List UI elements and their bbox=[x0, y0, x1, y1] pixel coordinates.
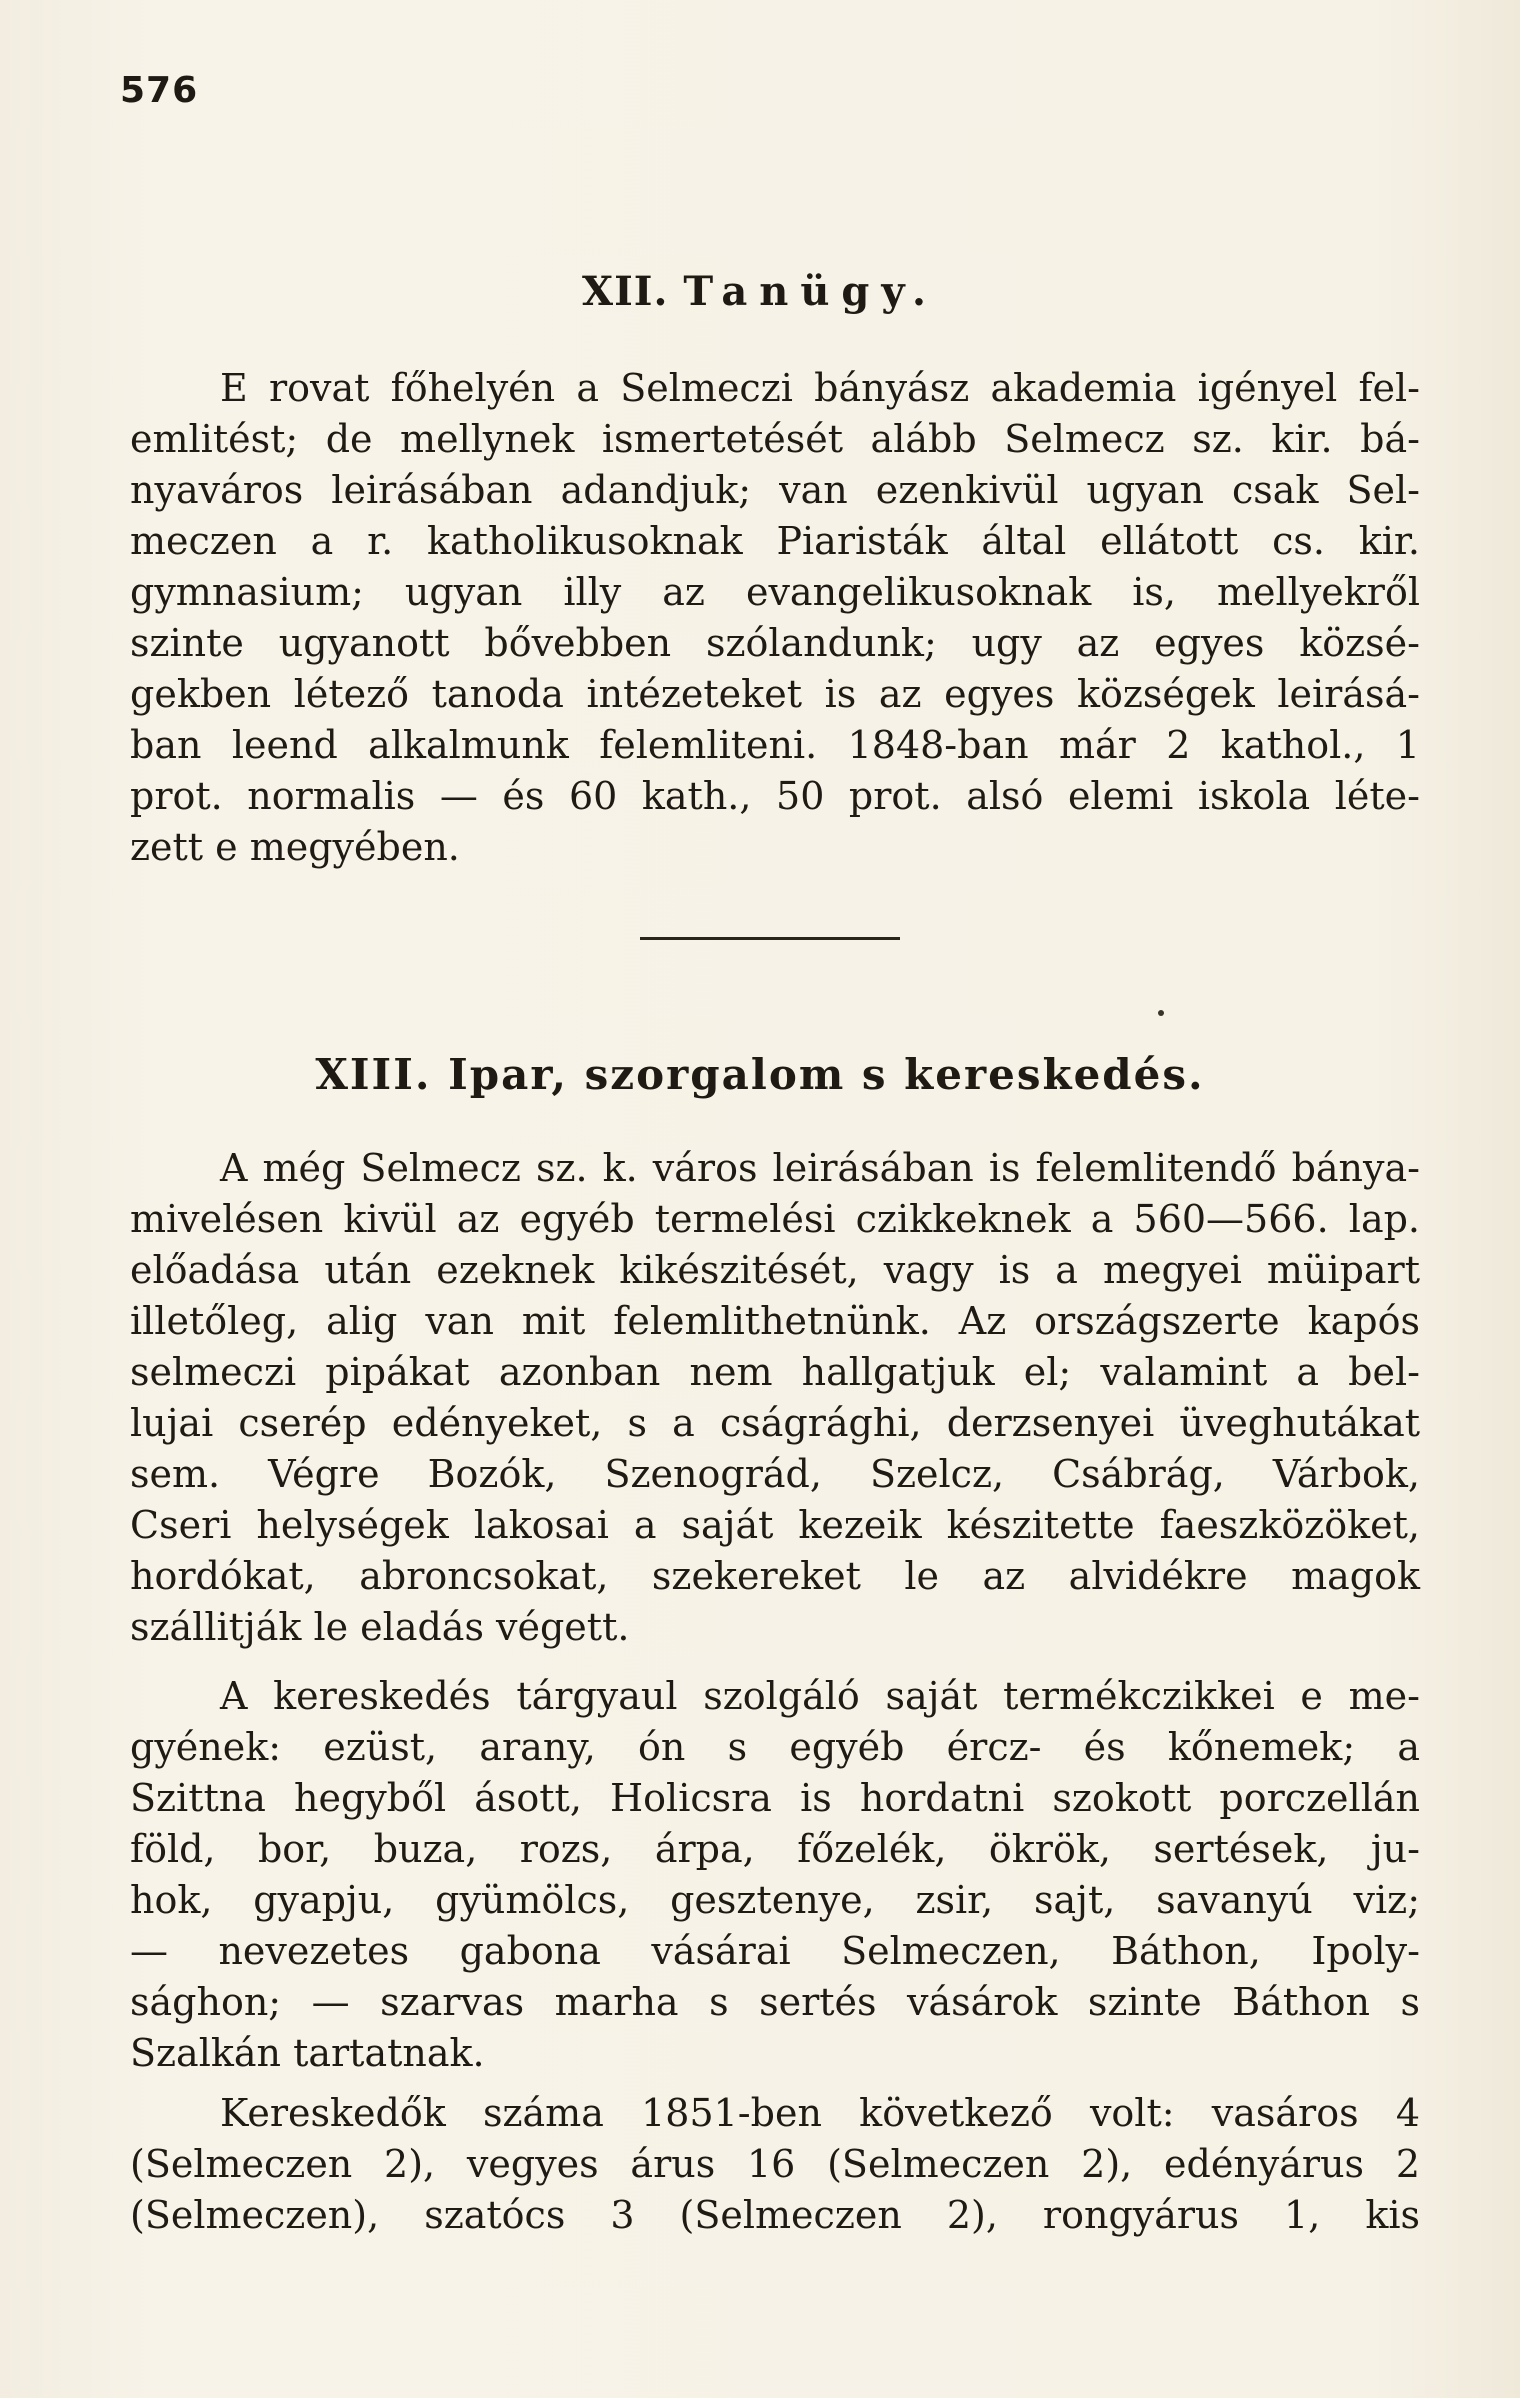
text-line: A még Selmecz sz. k. város leirásában is felemlitendő bánya- bbox=[220, 1146, 1420, 1190]
text-line: Szalkán tartatnak. bbox=[130, 2031, 485, 2075]
text-line: — nevezetes gabona vásárai Selmeczen, Báthon, Ipoly- bbox=[130, 1929, 1420, 1973]
text-line: hordókat, abroncsokat, szekereket le az alvidékre magok bbox=[130, 1554, 1420, 1598]
text-line: E rovat főhelyén a Selmeczi bányász akademia igényel fel- bbox=[220, 366, 1420, 410]
text-line: előadása után ezeknek kikészitését, vagy is a megyei müipart bbox=[130, 1248, 1420, 1292]
text-line: szállitják le eladás végett. bbox=[130, 1605, 630, 1649]
page-number: 576 bbox=[120, 70, 199, 111]
section-xiii-heading: XIII. Ipar, szorgalom s kereskedés. bbox=[315, 1050, 1205, 1099]
text-line: gymnasium; ugyan illy az evangelikusoknak is, mellyekről bbox=[130, 570, 1420, 614]
text-line: meczen a r. katholikusoknak Piaristák által ellátott cs. kir. bbox=[130, 519, 1420, 563]
text-line: mivelésen kivül az egyéb termelési czikkeknek a 560—566. lap. bbox=[130, 1197, 1420, 1241]
section-xii-heading bbox=[0, 268, 1520, 315]
text-line: ban leend alkalmunk felemliteni. 1848-ban már 2 kathol., 1 bbox=[130, 723, 1420, 767]
text-line: hok, gyapju, gyümölcs, gesztenye, zsir, sajt, savanyú viz; bbox=[130, 1878, 1420, 1922]
section-xii-number: XII. bbox=[582, 268, 669, 315]
ink-speck bbox=[1158, 1010, 1164, 1016]
text-line: selmeczi pipákat azonban nem hallgatjuk el; valamint a bel- bbox=[130, 1350, 1420, 1394]
text-line: zett e megyében. bbox=[130, 825, 460, 869]
text-line: lujai cserép edényeket, s a cságrághi, derzsenyei üveghutákat bbox=[130, 1401, 1420, 1445]
text-line: Kereskedők száma 1851-ben következő volt: vasáros 4 bbox=[220, 2091, 1420, 2135]
text-line: A kereskedés tárgyaul szolgáló saját termékczikkei e me- bbox=[220, 1674, 1420, 1718]
text-line: prot. normalis — és 60 kath., 50 prot. alsó elemi iskola léte- bbox=[130, 774, 1420, 818]
text-line: szinte ugyanott bővebben szólandunk; ugy az egyes közsé- bbox=[130, 621, 1420, 665]
text-line: föld, bor, buza, rozs, árpa, főzelék, ökrök, sertések, ju- bbox=[130, 1827, 1420, 1871]
section-xii-title: Tanügy. bbox=[683, 268, 938, 315]
text-line: nyaváros leirásában adandjuk; van ezenkivül ugyan csak Sel- bbox=[130, 468, 1420, 512]
text-line: gekben létező tanoda intézeteket is az egyes községek leirásá- bbox=[130, 672, 1420, 716]
text-line: (Selmeczen 2), vegyes árus 16 (Selmeczen 2), edényárus 2 bbox=[130, 2142, 1420, 2186]
section-divider bbox=[640, 937, 900, 940]
text-line: sághon; — szarvas marha s sertés vásárok szinte Báthon s bbox=[130, 1980, 1420, 2024]
text-line: Szittna hegyből ásott, Holicsra is hordatni szokott porczellán bbox=[130, 1776, 1420, 1820]
text-line: illetőleg, alig van mit felemlithetnünk. Az országszerte kapós bbox=[130, 1299, 1420, 1343]
text-line: emlitést; de mellynek ismertetését alább Selmecz sz. kir. bá- bbox=[130, 417, 1420, 461]
section-xiii-paragraph-1 bbox=[130, 1143, 1420, 1653]
section-xii-paragraph bbox=[130, 363, 1420, 873]
section-xiii-paragraph-2 bbox=[130, 1671, 1420, 2079]
text-line: Cseri helységek lakosai a saját kezeik készitette faeszközöket, bbox=[130, 1503, 1420, 1547]
text-line: (Selmeczen), szatócs 3 (Selmeczen 2), rongyárus 1, kis bbox=[130, 2193, 1420, 2237]
text-line: sem. Végre Bozók, Szenográd, Szelcz, Csábrág, Várbok, bbox=[130, 1452, 1420, 1496]
text-line: gyének: ezüst, arany, ón s egyéb ércz- és kőnemek; a bbox=[130, 1725, 1420, 1769]
section-xiii-paragraph-3 bbox=[130, 2088, 1420, 2241]
